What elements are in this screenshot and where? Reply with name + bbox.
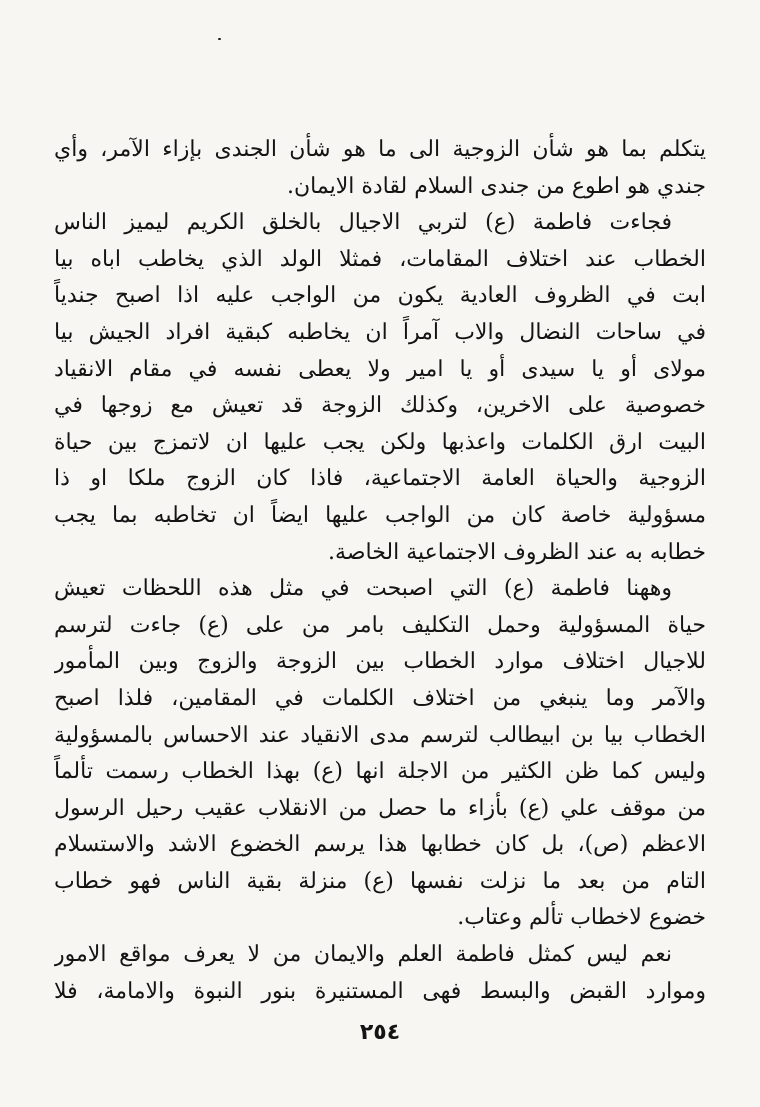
text-line: خطابه به عند الظروف الاجتماعية الخاصة.	[328, 539, 706, 565]
text-line: مسؤولية خاصة كان من الواجب عليها ايضاً ان تخاطبه بما يجب	[54, 502, 706, 528]
text-line: التام من بعد ما نزلت نفسها (ع) منزلة بقية الناس فهو خطاب	[54, 868, 706, 894]
text-line: حياة المسؤولية وحمل التكليف بامر من على (ع) جاءت لترسم	[54, 612, 706, 638]
text-line: الاعظم (ص)، بل كان خطابها هذا يرسم الخضوع الاشد والاستسلام	[54, 832, 706, 858]
text-line: يتكلم بما هو شأن الزوجية الى ما هو شأن الجندى بإزاء الآمر، وأي	[54, 137, 706, 162]
text-line: جندي هو اطوع من جندى السلام لقادة الايمان.	[287, 173, 706, 199]
text-line: للاجيال اختلاف موارد الخطاب بين الزوجة والزوج وبين المأمور	[54, 649, 706, 675]
text-line: الزوجية والحياة العامة الاجتماعية، فاذا كان الزوج ملكا او ذا	[54, 466, 706, 492]
text-line: والآمر وما ينبغي من اختلاف الكلمات في المقامين، فلذا اصبح	[54, 685, 706, 711]
text-line: خصوصية على الاخرين، وكذلك الزوجة قد تعيش مع زوجها في	[54, 393, 706, 419]
text-line: فجاءت فاطمة (ع) لتربي الاجيال بالخلق الكريم ليميز الناس	[54, 210, 672, 236]
text-line: ابت في الظروف العادية يكون من الواجب عليه اذا اصبح جندياً	[54, 283, 706, 309]
text-line: خضوع لاخطاب تألم وعتاب.	[457, 905, 706, 931]
text-line: وليس كما ظن الكثير من الاجلة انها (ع) بهذا الخطاب رسمت تألماً	[54, 759, 706, 785]
text-line: نعم ليس كمثل فاطمة العلم والايمان من لا يعرف مواقع الامور	[54, 942, 672, 968]
body-text	[54, 132, 706, 1010]
scan-speck	[218, 38, 221, 40]
text-line: وههنا فاطمة (ع) التي اصبحت في مثل هذه اللحظات تعيش	[54, 576, 672, 602]
page-number: ٢٥٤	[359, 1020, 401, 1045]
text-line: وموارد القبض والبسط فهى المستنيرة بنور النبوة والامامة، فلا	[54, 978, 706, 1004]
text-line: مولاى أو يا سيدى أو يا امير ولا يعطى نفسه في مقام الانقياد	[54, 356, 706, 382]
text-line: الخطاب عند اختلاف المقامات، فمثلا الولد الذي يخاطب اباه بيا	[54, 246, 706, 272]
text-line: من موقف علي (ع) بأزاء ما حصل من الانقلاب عقيب رحيل الرسول	[54, 795, 706, 821]
text-line: في ساحات النضال والاب آمراً ان يخاطبه كبقية افراد الجيش بيا	[54, 319, 706, 345]
text-line: البيت ارق الكلمات واعذبها ولكن يجب عليها ان لاتمزج بين حياة	[54, 429, 706, 455]
text-line: الخطاب بيا بن ابيطالب لترسم مدى الانقياد عند الاحساس بالمسؤولية	[54, 722, 706, 748]
